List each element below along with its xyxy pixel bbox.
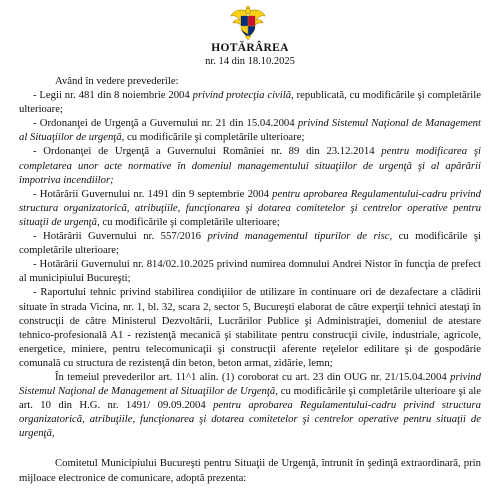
legal-item: - Ordonanţei de Urgenţă a Guvernului nr. 21 din 15.04.2004 privind Sistemul Naţional de Management al Situaţiilor de urgenţă, cu modificările şi completările ulterioare; — [19, 117, 482, 144]
legal-item: - Ordonanţei de Urgenţă a Guvernului României nr. 89 din 23.12.2014 pentru modificarea şi completarea unor acte normative în domeniul managementului situaţiilor de urgenţă şi al apărării împotriva incendiilor; — [19, 145, 481, 186]
document-body — [19, 74, 481, 485]
legal-item: - Legii nr. 481 din 8 noiembrie 2004 privind protecţia civilă, republicată, cu modificările şi completările ulterioare; — [19, 89, 481, 116]
document-number-date: nr. 14 din 18.10.2025 — [205, 56, 295, 67]
legal-item: - Hotărârii Guvernului nr. 1491 din 9 septembrie 2004 pentru aprobarea Regulamentului-cadru privind structura organizatorică, atribuţiile, funcţionarea şi dotarea comitetelor şi centrelor operative pentru situaţii de urgenţă, cu modificările şi completările ulterioare; — [19, 187, 481, 228]
romanian-coat-of-arms-icon — [229, 6, 267, 40]
preamble-intro: Având în vedere prevederile: — [55, 75, 179, 87]
legal-item: - Hotărârii Guvernului nr. 814/02.10.2025 privind numirea domnului Andrei Nistor în funcţia de prefect al municipiului Bucureşti; — [19, 258, 481, 285]
legal-item: - Raportului tehnic privind stabilirea condiţiilor de utilizare în continuare ori de dezafectare a clădirii situate în strada Vicina, nr. 1, bl. 32, scara 2, sector 5, Bucureşti elaborat de către experţii tehnici atestaţi în construcţii de către Ministerul Dezvoltării, Lucrărilor Publice şi Administraţiei, domeniul de atestare tehnico-profesională A1 - rezistenţă mecanică şi stabilitate pentru construcţii civile, industriale, agricole, energetice, miniere, pentru telecomunicaţii şi construcţii aferente reţelelor edilitare şi de gospodărie comunală cu structura de rezistenţă din beton, beton armat, zidărie, lemn; — [19, 286, 481, 369]
closing-paragraph: Comitetul Municipiului Bucureşti pentru Situaţii de Urgenţă, întrunit în şedinţă extraordinară, prin mijloace electronice de comunicare, adoptă prezenta: — [19, 457, 481, 484]
legal-item: - Hotărârii Guvernului nr. 557/2016 privind managementul tipurilor de risc, cu modificările şi completările ulterioare; — [19, 230, 481, 257]
document-title: HOTĂRÂREA — [211, 42, 289, 54]
legal-basis-paragraph: În temeiul prevederilor art. 11^1 alin. (1) coroborat cu art. 23 din OUG nr. 21/15.04.2004 privind Sistemul Naţional de Management al Situaţiilor de Urgenţă, cu modificările şi completările ulterioare şi ale art. 10 din H.G. nr. 1491/ 09.09.2004 pentru aprobarea Regulamentului-cadru privind structura organizatorică, atribuţiile, funcţionarea şi dotarea comitetelor şi centrelor operative pentru situaţii de urgenţă, — [19, 370, 481, 440]
